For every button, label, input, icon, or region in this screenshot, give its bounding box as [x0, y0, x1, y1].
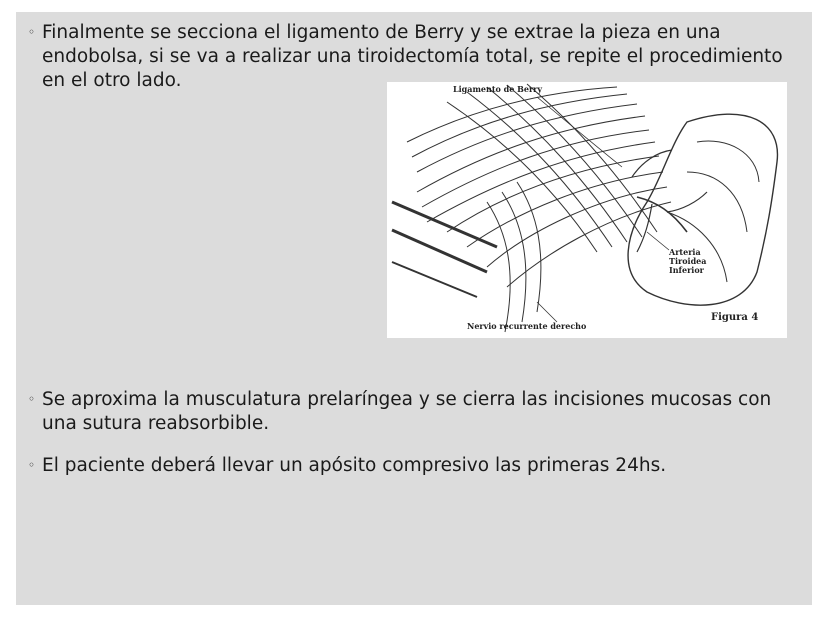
slide	[16, 12, 812, 605]
bullet-marker: ◦	[28, 392, 36, 406]
bullet-marker: ◦	[28, 25, 36, 39]
bullet-item-3	[28, 453, 802, 478]
bullet-text-3: El paciente deberá llevar un apósito compresivo las primeras 24hs.	[42, 455, 667, 476]
bullet-marker: ◦	[28, 458, 36, 472]
figure-caption: Figura 4	[711, 312, 759, 323]
label-nervio-recurrente: Nervio recurrente derecho	[467, 321, 587, 331]
label-ligamento-berry: Ligamento de Berry	[453, 84, 543, 94]
bullet-item-2	[28, 387, 802, 436]
anatomy-illustration	[387, 82, 787, 338]
label-arteria-tiroidea: Arteria Tiroidea Inferior	[669, 247, 707, 275]
anatomy-figure	[387, 82, 787, 338]
bullet-text-1: Finalmente se secciona el ligamento de Berry y se extrae la pieza en una endobolsa, si se va a realizar una tiroidectomía total, se repite el procedimiento en el otro lado.	[42, 22, 783, 91]
bullet-text-2: Se aproxima la musculatura prelaríngea y se cierra las incisiones mucosas con una sutura reabsorbible.	[42, 389, 772, 434]
